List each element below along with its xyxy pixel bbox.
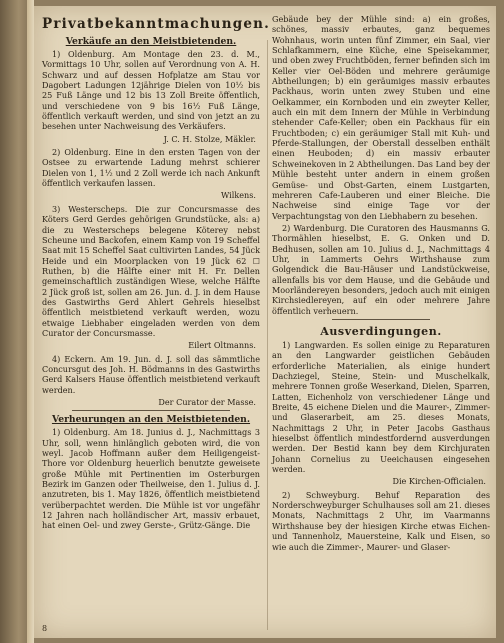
book-spine <box>0 0 34 643</box>
notice-langwarden: 1) Langwarden. Es sollen einige zu Reparaturen an den Langwarder geistlichen Gebäuden erforderliche Materialien, als einige hundert Dachziegel, Steine, Stein- und Muschelkalk, mehrere Tonnen große Weserkand, Dielen, Sparren, Latten, Eichenholz von verschiedener Länge und Breite, 45 eichene Dielen und die Maurer-, Zimmer- und Glaserarbeit, am 25. dieses Monats, Nachmittags 2 Uhr, in Peter Jacobs Gasthaus hieselbst öffentlich mindestfordernd ausverdungen werden. Der Bestid kann bey dem Kirchjuraten Johann Cornelius zu Ueeichausen eingesehen werden. <box>272 339 490 475</box>
section-heading-leases-text: Verheurungen an den Meistbietenden. <box>51 414 251 426</box>
notice-westerscheps: 3) Westerscheps. Die zur Concursmasse des Köters Gerd Gerdes gehörigen Grundstücke, als: a) die zu Westerscheps belegene Köterey nebst Scheune und Backofen, einem Kamp von 19 Scheffel Saat mit 15 Scheffel Saat cultivirten Landes, 54 Jück Heide und ein Moorplacken von 19 Jück 62 ☐ Ruthen, b) die Hälfte einer mit H. Fr. Dellen gemeinschaftlich zuständigen Wiese, welche Hälfte 2 Jück groß ist, sollen am 26. Jun. d. J. in dem Hause des Gastwirths Gerd Ahlert Gehrels hieselbst öffentlich meistbietend verkauft werden, wozu etwaige Liebhaber eingeladen werden von dem Curator der Concursmasse. <box>42 203 260 338</box>
notice-muehle-continued: Gebäude bey der Mühle sind: a) ein großes, schönes, massiv erbautes, ganz bequemes Wohnhaus, worin unten fünf Zimmer, ein Saal, vier Schlafkammern, eine Küche, eine Speisekammer, und oben zwey Fruchtböden, ferner befinden sich im Keller vier Oel-Böden und mehrere geräumige Abtheilungen; b) ein geräumiges massiv erbautes Packhaus, worin unten zwey Stuben und eine Oelkammer, ein Kornboden und ein zweyter Keller, auch ein mit dem Innern der Mühle in Verbindung stehender Cafe-Keller; oben ein Packhaus für ein Fruchtboden; c) ein geräumiger Stall mit Kuh- und Pferde-Stallungen, der Oberstall desselben enthält einen Heuboden; d) ein massiv erbauter Schweinekoven in 2 Abtheilungen. Das Land bey der Mühle besteht unter andern in einem großen Gemüse- und Obst-Garten, einem Lustgarten, mehreren Cafe-Lauberen und einer Bleiche. Die Nachweise sind einige Tage vor der Verpachtungstag von den Liebhabern zu besehen. <box>272 14 490 221</box>
section-heading-leases <box>42 414 260 425</box>
page-edge <box>27 0 34 643</box>
document-page <box>34 6 496 638</box>
notice-oldenburg-muehle: 1) Oldenburg. Am 18. Junius d. J., Nachmittags 3 Uhr, soll, wenn hinlänglich geboten wird, die von weyl. Jacob Hoffmann außer dem Heiligengeist-Thore vor Oldenburg heuerlich benutzte geweisete große Mühle mit Pertinentien im Osterburgen Bezirk im Ganzen oder Theilweise, den 1. Julius d. J. anzutreten, bis 1. May 1826, öffentlich meistbietend verüberpachtet werden. Die Mühle ist vor ungefähr 12 Jahren nach holländischer Art, massiv erbauet, hat einen Oel- und zwey Gerste-, Grütz-Gänge. Die <box>42 427 260 531</box>
column-divider <box>267 40 268 630</box>
notice-oldenburg-dielen: 1) Oldenburg. Am Montage den 23. d. M., Vormittags 10 Uhr, sollen auf Verordnung von A. H. Schwarz und auf dessen Hofplatze am Stau vor Dagobert Ladungen 12jährige Dielen von 10½ bis 25 Fuß Länge und 12 bis 13 Zoll Breite öffentlich, und verschiedene von 9 bis 16½ Fuß Länge, öffentlich verkauft werden, und sind von jetzt an zu besehen unter Nachweisung des Verkäufers. <box>42 49 260 132</box>
left-column <box>42 14 271 533</box>
notice-oldenburg-ostsee: 2) Oldenburg. Eine in den ersten Tagen von der Ostsee zu erwartende Ladung mehrst schierer Dielen von 1, 1½ und 2 Zoll werde ich nach Ankunft öffentlich verkaufen lassen. <box>42 147 260 189</box>
signature-kirchen-officialen: Die Kirchen-Officialen. <box>392 476 486 487</box>
page-number: 8 <box>42 624 48 633</box>
notice-wardenburg: 2) Wardenburg. Die Curatoren des Hausmanns G. Thormählen hieselbst, E. G. Onken und D. Bedhusen, sollen am 10. Julius d. J., Nachmittags 4 Uhr, in Lammerts Oehrs Wirthshause zum Golgendick die Bau-Häuser und Landstückweise, allenfalls bis vor dem Hause, und die Gebäude und Moorländereyen besonders, jedoch auch mit einigen Kirchsiedlereyen, auf ein oder mehrere Jahre öffentlich verheuern. <box>272 222 490 316</box>
divider-rule <box>72 410 230 411</box>
section-heading-ausverdingungen: Ausverdingungen. <box>320 324 442 338</box>
section-heading-sales-text: Verkäufe an den Meistbietenden. <box>65 36 237 47</box>
notice-eckern: 4) Eckern. Am 19. Jun. d. J. soll das sämmtliche Concursgut des Joh. H. Bödmanns in des Gastwirths Gerd Kalsers Hause öffentlich meistbietend verkauft werden. <box>42 353 260 395</box>
section-heading-sales <box>42 36 260 47</box>
notice-schweyburg: 2) Schweyburg. Behuf Reparation des Norderschweyburger Schulhauses soll am 21. dieses Monats, Nachmittags 2 Uhr, im Vaarmanns Wirthshause bey der hiesigen Kirche etwas Eichen- und Tannenholz, Mauersteine, Kalk und Eisen, so wie auch die Zimmer-, Maurer- und Glaser- <box>272 489 490 552</box>
right-column <box>272 14 490 554</box>
divider-rule-2 <box>332 319 430 320</box>
signature-wilkens: Wilkens. <box>221 190 256 201</box>
signature-stolze: J. C. H. Stolze, Mäkler. <box>163 133 256 144</box>
signature-oltmanns: Eilert Oltmanns. <box>188 340 256 351</box>
signature-curator: Der Curator der Masse. <box>158 397 256 407</box>
page-title: Privatbekanntmachungen. <box>42 16 271 32</box>
